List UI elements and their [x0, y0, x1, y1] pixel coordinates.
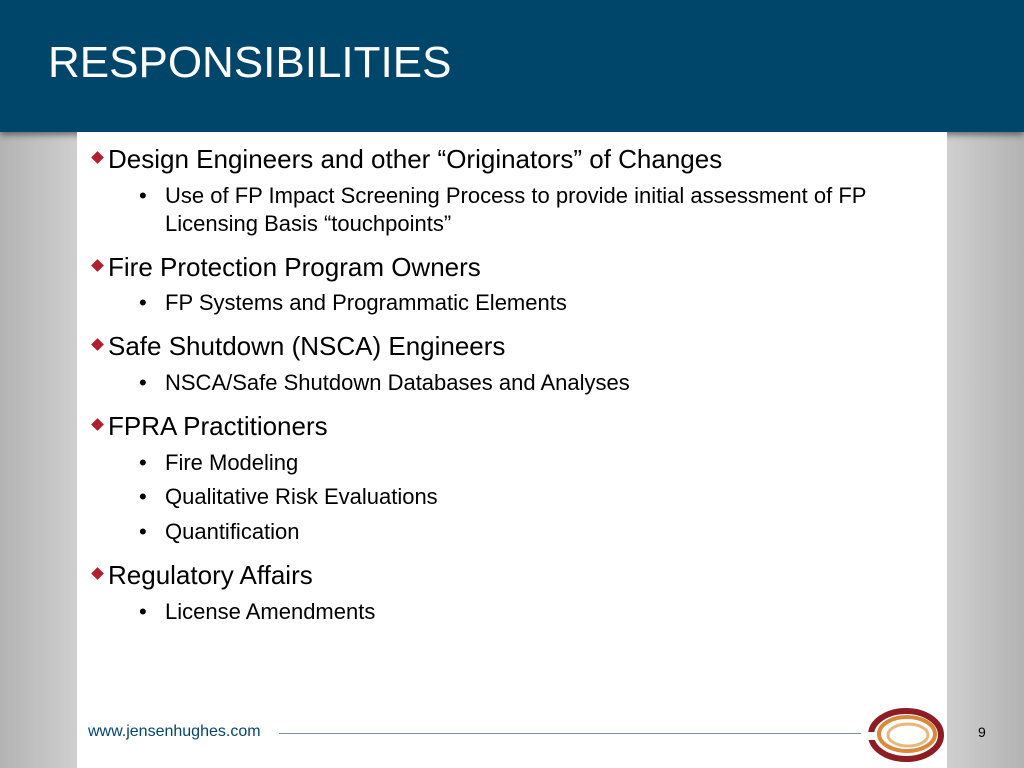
sub-bullet-item	[139, 289, 939, 317]
bullet-text: Regulatory Affairs	[108, 560, 313, 590]
dot-bullet-icon: •	[139, 370, 147, 395]
sub-bullet-text: Quantification	[165, 519, 300, 544]
diamond-bullet-icon	[91, 338, 104, 351]
diamond-bullet-icon	[91, 151, 104, 164]
sub-bullet-item	[139, 483, 939, 511]
bullet-item	[91, 331, 505, 362]
sub-bullet-item	[139, 598, 939, 626]
sub-bullet-item	[139, 449, 939, 477]
dot-bullet-icon: •	[139, 290, 147, 315]
dot-bullet-icon: •	[139, 484, 147, 509]
sub-bullet-item	[139, 518, 939, 546]
diamond-bullet-icon	[91, 567, 104, 580]
dot-bullet-icon: •	[139, 450, 147, 475]
slide-header	[0, 0, 1024, 132]
footer-divider	[279, 733, 861, 734]
sub-bullet-text: FP Systems and Programmatic Elements	[165, 290, 567, 315]
bullet-item	[91, 411, 328, 442]
dot-bullet-icon: •	[139, 519, 147, 544]
dot-bullet-icon: •	[139, 183, 147, 208]
slide-title: RESPONSIBILITIES	[48, 38, 452, 87]
sub-bullet-item	[139, 369, 939, 397]
diamond-bullet-icon	[91, 418, 104, 431]
bullet-item	[91, 560, 313, 591]
slide-content	[77, 132, 947, 768]
sub-bullet-text: Fire Modeling	[165, 450, 299, 475]
bullet-item	[91, 252, 481, 283]
bullet-text: Safe Shutdown (NSCA) Engineers	[108, 331, 506, 361]
sub-bullet-text: NSCA/Safe Shutdown Databases and Analyses	[165, 370, 630, 395]
footer-website-link[interactable]: www.jensenhughes.com	[88, 723, 261, 740]
sub-bullet-text: Qualitative Risk Evaluations	[165, 484, 438, 509]
bullet-text: FPRA Practitioners	[108, 411, 328, 441]
sub-bullet-item	[139, 182, 939, 238]
page-number: 9	[978, 724, 986, 740]
dot-bullet-icon: •	[139, 599, 147, 624]
bullet-item	[91, 144, 722, 175]
bullet-text: Fire Protection Program Owners	[108, 252, 481, 282]
jensen-hughes-logo-icon	[866, 704, 946, 766]
sub-bullet-text: License Amendments	[165, 599, 376, 624]
sub-bullet-text: Use of FP Impact Screening Process to provide initial assessment of FP Licensing Basis “touchpoints”	[165, 183, 867, 236]
diamond-bullet-icon	[91, 259, 104, 272]
bullet-text: Design Engineers and other “Originators” of Changes	[108, 144, 723, 174]
